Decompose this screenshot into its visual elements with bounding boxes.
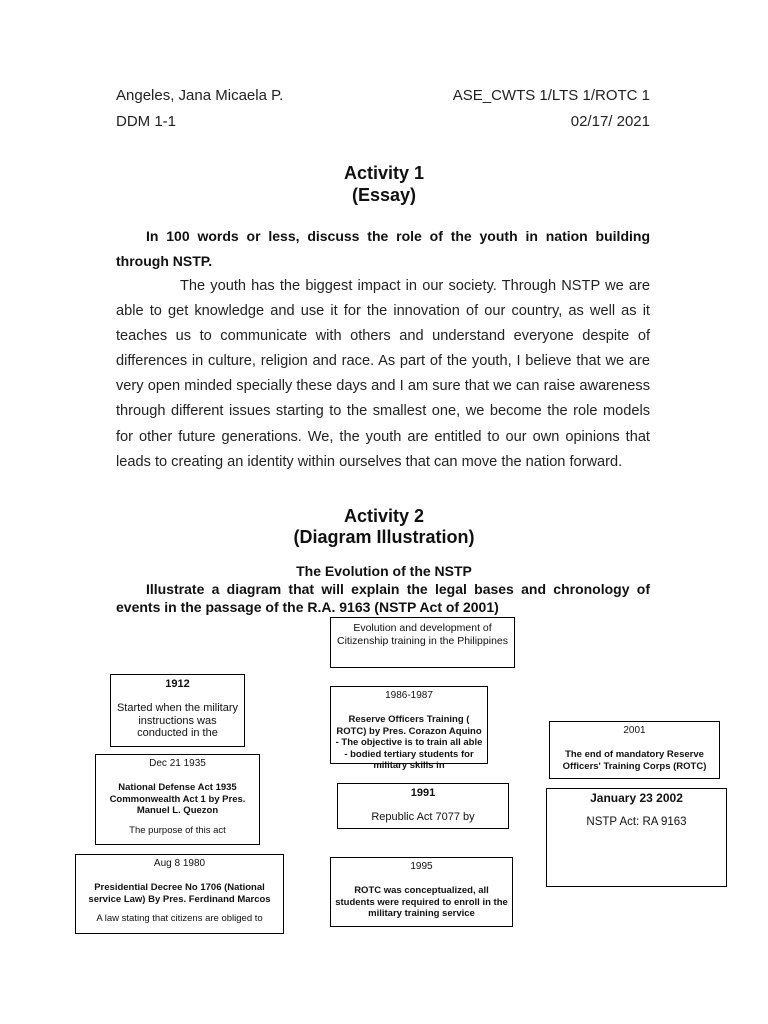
box-2001 bbox=[549, 721, 720, 779]
essay-body bbox=[116, 274, 650, 475]
activity2-subtitle: (Diagram Illustration) bbox=[293, 527, 475, 547]
box-1935-text: National Defense Act 1935 Commonwealth Act 1 by Pres. Manuel L. Quezon bbox=[109, 782, 246, 816]
date: 02/17/ 2021 bbox=[570, 113, 650, 130]
section: DDM 1-1 bbox=[116, 113, 177, 130]
box-1912-text: Started when the military instructions was conducted in the bbox=[116, 702, 239, 739]
box-1986 bbox=[330, 686, 488, 771]
diagram-heading: The Evolution of the NSTP bbox=[296, 563, 472, 579]
box-1912 bbox=[110, 674, 245, 747]
essay-text: The youth has the biggest impact in our society. Through NSTP we are able to get knowledge and use it for the innovation of our country, as well as it teaches us to communicate with others and understand everyone despite of differences in culture, religion and race. As part of the youth, I believe that we are very open minded specially these days and I am sure that we can raise awareness through different issues starting to the smallest one, we become the role models for other future generations. We, the youth are entitled to our own opinions that leads to creating an identity within ourselves that can move the nation forward. bbox=[116, 278, 650, 470]
diagram-instruction bbox=[116, 580, 650, 616]
box-1991 bbox=[337, 783, 509, 829]
box-1991-date: 1991 bbox=[410, 787, 436, 799]
box-2001-date: 2001 bbox=[623, 725, 646, 736]
box-1980-date: Aug 8 1980 bbox=[153, 858, 206, 869]
box-1995-text: ROTC was conceptualized, all students were required to enroll in the military training service bbox=[335, 885, 508, 919]
box-2002 bbox=[546, 788, 727, 887]
box-2002-text: NSTP Act: RA 9163 bbox=[586, 816, 687, 828]
activity2-title: Activity 2 bbox=[343, 506, 425, 526]
essay-prompt bbox=[116, 224, 650, 274]
box-1986-text: Reserve Officers Training ( ROTC) by Pres. Corazon Aquino - The objective is to train all able - bodied tertiary students for military skills in bbox=[335, 714, 483, 771]
box-1935-cut: The purpose of this act bbox=[129, 824, 226, 836]
box-1912-date: 1912 bbox=[165, 678, 190, 690]
diagram-instruction-text: Illustrate a diagram that will explain the legal bases and chronology of events in the passage of the R.A. 9163 (NSTP Act of 2001) bbox=[116, 581, 650, 615]
root-text: Evolution and development of Citizenship training in the Philippines bbox=[336, 622, 508, 647]
box-1935-date: Dec 21 1935 bbox=[149, 758, 206, 769]
box-1991-text: Republic Act 7077 by bbox=[371, 811, 475, 823]
root-box bbox=[330, 617, 515, 668]
activity1-subtitle: (Essay) bbox=[351, 185, 417, 205]
box-1995-date: 1995 bbox=[410, 861, 433, 872]
activity1-title: Activity 1 bbox=[343, 163, 425, 183]
box-1980-text: Presidential Decree No 1706 (National service Law) By Pres. Ferdinand Marcos bbox=[88, 882, 271, 905]
student-name: Angeles, Jana Micaela P. bbox=[116, 87, 284, 104]
box-2001-text: The end of mandatory Reserve Officers' Training Corps (ROTC) bbox=[562, 749, 707, 772]
box-1980 bbox=[75, 854, 284, 934]
box-1986-date: 1986-1987 bbox=[385, 690, 433, 701]
box-1995 bbox=[330, 857, 513, 927]
essay-prompt-text: In 100 words or less, discuss the role of the youth in nation building through NSTP. bbox=[116, 228, 650, 269]
box-2002-date: January 23 2002 bbox=[590, 791, 683, 805]
course-code: ASE_CWTS 1/LTS 1/ROTC 1 bbox=[452, 87, 650, 104]
box-1980-cut: A law stating that citizens are obliged to bbox=[96, 913, 263, 924]
box-1935 bbox=[95, 754, 260, 845]
